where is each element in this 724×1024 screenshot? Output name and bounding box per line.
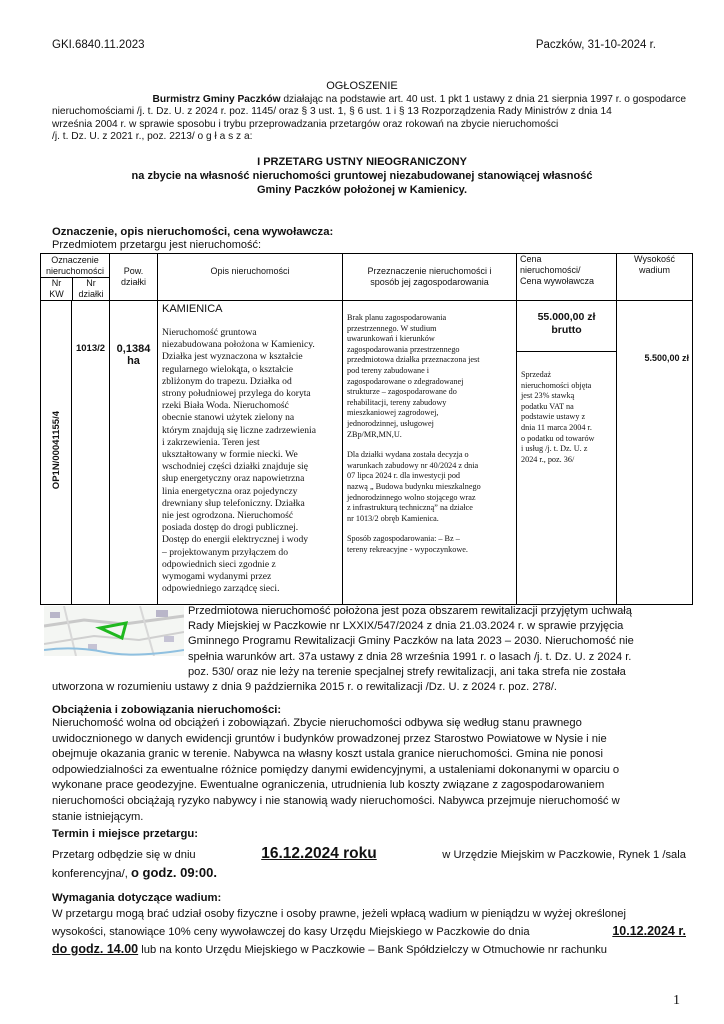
page-number: 1 (673, 993, 680, 1008)
deposit-deadline-date: 10.12.2024 r. (612, 924, 686, 938)
purpose-line: jednorodzinnej, usługowej (347, 418, 434, 428)
description-line: rzeki Biała Woda. Nieruchomość (162, 400, 289, 412)
description-line: drewniany słup telefoniczny. Działka (162, 497, 305, 509)
description-cell (158, 301, 343, 605)
purpose-line: przestrzennego. W studium (347, 323, 437, 333)
reference-number: GKI.6840.11.2023 (52, 39, 145, 51)
description-text (158, 327, 342, 595)
vat-line: Sprzedaż (521, 370, 552, 379)
deposit-amount: 5.500,00 zł (617, 301, 693, 605)
vat-line: jest 23% stawką (521, 391, 575, 401)
description-line: nie jest ogrodzona. Nieruchomość (162, 510, 294, 522)
description-line: posiada dostęp do drogi publicznej. (162, 522, 299, 534)
description-line: słup energetyczny oraz napowietrzna (162, 473, 305, 485)
revitalization-text (188, 604, 680, 680)
mayor-label: Burmistrz Gminy Paczków (152, 94, 281, 105)
place-and-date: Paczków, 31-10-2024 r. (535, 39, 656, 51)
description-line: i zakrzewienia. Teren jest (162, 436, 260, 448)
kw-cell (41, 301, 72, 605)
encumbrances-line: nieruchomości obciążają ryzyko nabywcy i nie stanowią wady nieruchomości. Nabywca przejmuje nieruchomość w (52, 794, 620, 807)
purpose-header: Przeznaczenie nieruchomości i sposób jej zagospodarowania (343, 254, 517, 301)
vat-line: podstawie ustawy z (521, 412, 586, 422)
vat-note (517, 352, 616, 465)
village-name: KAMIENICA (162, 303, 223, 315)
description-line: ukształtowany w formie niecki. We (162, 449, 298, 461)
decision-line: z infrastrukturą techniczną” na działce (347, 503, 473, 513)
decision-line: warunkach zabudowy nr 40/2024 z dnia (347, 460, 479, 470)
revitalization-line: Przedmiotowa nieruchomość położona jest poza obszarem rewitalizacji przyjętym uchwałą (188, 605, 632, 617)
description-line: zbliżonym do trapezu. Działka od (162, 375, 292, 387)
decision-line: Dla działki wydana została decyzja o (347, 450, 469, 460)
description-line: Dostęp do energii elektrycznej i wody (162, 534, 309, 546)
plot-number: 1013/2 (72, 301, 110, 605)
description-line: wymogami wydanymi przez (162, 571, 272, 583)
tender-heading: I PRZETARG USTNY NIEOGRANICZONY na zbycie na własność nieruchomości gruntowej niezabudowanej stanowiącej własność Gminy Paczków położonej w Kamienicy. (131, 156, 593, 196)
description-line: linia energetyczna oraz pojedynczy (162, 485, 298, 497)
purpose-line: zagospodarowania przestrzennego (347, 344, 460, 354)
encumbrances-line: obejmuje okazania granic w terenie. Nabywca na własny koszt ustala granice nieruchomości. Gmina nie ponosi (52, 748, 603, 761)
development-line: Sposób zagospodarowania: – Bz – (347, 534, 460, 544)
description-line: niezabudowana położona w Kamienicy. (162, 339, 315, 351)
starting-price: 55.000,00 zł brutto (517, 301, 616, 352)
revitalization-line: poz. 530/ oraz nie leży na terenie specjalnej strefy rewitalizacji, ani taka strefa nie została (188, 665, 626, 678)
purpose-line: rehabilitacji, tereny zabudowy (347, 397, 447, 407)
kw-number: OP1N/00041155/4 (50, 410, 62, 490)
purpose-line: przedmiotowa działka przeznaczona jest (347, 355, 480, 365)
encumbrances-line: uwidocznionego w danych ewidencji gruntów i budynków prowadzonej przez Starostwo Powiatowe w Nysie i nie (52, 732, 607, 745)
description-line: odpowiednich sieci zgodnie z (162, 558, 276, 570)
area-header: Pow. działki (110, 254, 158, 301)
property-table (40, 253, 693, 605)
section-designation-title: Oznaczenie, opis nieruchomości, cena wywoławcza: (52, 226, 334, 238)
decision-line: nr 1013/2 obręb Kamienica. (347, 513, 439, 523)
intro-paragraph: Burmistrz Gminy Paczków działając na podstawie art. 40 ust. 1 pkt 1 ustawy z dnia 21 sierpnia 1997 r. o gospodarce nieruchomościami /j. t. Dz. U. z 2024 r. poz. 1145/ oraz § 3 ust. 1, § 6 ust. 1 i § 13 Rozporządzenia Rady Ministrów z dnia 14 września 2004 r. w sprawie sposobu i trybu przeprowadzania przetargów oraz rokowań na zbycie nieruchomości /j. t. Dz. U. z 2021 r., poz. 2213/ o g ł a s z a: (52, 94, 686, 143)
price-header: Cena nieruchomości/ Cena wywoławcza (517, 254, 617, 301)
section-designation-subtitle: Przedmiotem przetargu jest nieruchomość: (52, 239, 262, 251)
development-line: tereny rekreacyjne - wypoczynkowe. (347, 544, 468, 554)
deposit-requirements-text: W przetargu mogą brać udział osoby fizyczne i osoby prawne, jeżeli wpłacą wadium w pieniądzu w wyżej określonej wysokości, stanowiące 10% ceny wywoławczej do kasy Urzędu Miejskiego w Paczkowie do dnia 10.12.2024 r. do godz. 14.00 lub na konto Urzędu Miejskiego w Paczkowie – Bank Spółdzielczy w Otmuchowie nr rachunku (52, 908, 686, 956)
purpose-line: mieszkaniowej zagrodowej, (347, 408, 439, 418)
description-line: regularnego wieloką̨ta, o kształcie (162, 363, 294, 375)
purpose-cell (343, 301, 517, 605)
section-tender-date-title: Termin i miejsce przetargu: (52, 828, 199, 840)
purpose-line: ZBp/MR,MN,U. (347, 429, 402, 439)
vat-line: nieruchomości objęta (521, 380, 592, 390)
encumbrances-line: wykonane prace geodezyjne. Ewentualne ograniczenia, utrudnienia lub koszty związane z zagospodarowaniem (52, 779, 605, 792)
encumbrances-line: Nieruchomość wolna od obciążeń i zobowiązań. Zbycie nieruchomości odbywa się według stanu prawnego (52, 717, 582, 729)
description-line: Nieruchomość gruntowa (162, 327, 257, 338)
section-encumbrances-title: Obciążenia i zobowiązania nieruchomości: (52, 704, 282, 716)
description-line: odpowiedniego zarządcę sieci. (162, 583, 280, 595)
revitalization-last-line: utworzona w rozumieniu ustawy z dnia 9 października 2015 r. o rewitalizacji /Dz. U. z 2024 r. poz. 278/. (52, 681, 558, 693)
notice-title: OGŁOSZENIE (326, 80, 398, 92)
revitalization-line: Rady Miejskiej w Paczkowie nr LXXIX/547/2024 z dnia 21.03.2024 r. w sprawie przyjęcia (188, 620, 624, 633)
vat-line: i usług /j. t. Dz. U. z (521, 444, 588, 454)
designation-header: Oznaczenie nieruchomości Nr KW Nr działki (41, 254, 110, 301)
vat-line: o podatku od towarów (521, 433, 595, 443)
description-line: obecnie stanowi użytek zielony na (162, 412, 295, 424)
description-line: strony południowej przylega do koryta (162, 388, 311, 400)
deposit-header: Wysokość wadium (617, 254, 693, 301)
area-cell: 0,1384 ha (110, 301, 158, 605)
vat-line: 2024 r., poz. 36/ (521, 454, 575, 464)
vat-line: podatku VAT na (521, 401, 574, 411)
tender-date-text: Przetarg odbędzie się w dniu 16.12.2024 roku w Urzędzie Miejskim w Paczkowie, Rynek 1 /sala konferencyjna/, o godz. 09:00. (52, 845, 686, 880)
revitalization-line: Gminnego Programu Rewitalizacji Gminy Paczków na lata 2023 – 2030. Nieruchomość nie (188, 635, 634, 648)
purpose-line: strukturze – zagospodarowane do (347, 387, 457, 397)
encumbrances-text (52, 716, 686, 825)
revitalization-line: spełnia warunków art. 37a ustawy z dnia 28 września 1991 r. o lasach /j. t. Dz. U. z 2024 r. (188, 650, 632, 663)
decision-line: nazwą „ Budowa budynku mieszkalnego (347, 481, 481, 491)
encumbrances-line: stanie istniejącym. (52, 810, 144, 823)
deposit-deadline-time: do godz. 14.00 (52, 942, 139, 956)
tender-time: o godz. 09:00. (130, 865, 217, 880)
purpose-line: pod tereny zabudowane i (347, 365, 430, 375)
description-line: którym znajdują się liczne zadrzewienia (162, 424, 316, 436)
purpose-line: Brak planu zagospodarowania (347, 313, 447, 322)
decision-line: jednorodzinnego wolno stojącego wraz (347, 492, 476, 502)
description-line: Działka jest wyznaczona w kształcie (162, 351, 303, 363)
location-map-image (44, 606, 184, 656)
description-line: – projektowanym przyłączem do (162, 546, 289, 558)
decision-line: 07 lipca 2024 r. dla inwestycji pod (347, 471, 461, 481)
purpose-line: zagospodarowane o zdegradowanej (347, 376, 464, 386)
purpose-line: uwarunkowań i kierunków (347, 334, 435, 344)
description-line: wschodniej części działki znajduje się (162, 461, 308, 473)
vat-line: dnia 11 marca 2004 r. (521, 422, 592, 432)
encumbrances-line: odpowiedzialności za ewentualne różnice pomiędzy danymi ewidencyjnymi, a ustaleniami dokonanymi w oparciu o (52, 763, 620, 776)
section-deposit-title: Wymagania dotyczące wadium: (52, 892, 222, 904)
price-cell (517, 301, 617, 605)
tender-date: 16.12.2024 roku (261, 845, 377, 862)
description-header: Opis nieruchomości (158, 254, 343, 301)
